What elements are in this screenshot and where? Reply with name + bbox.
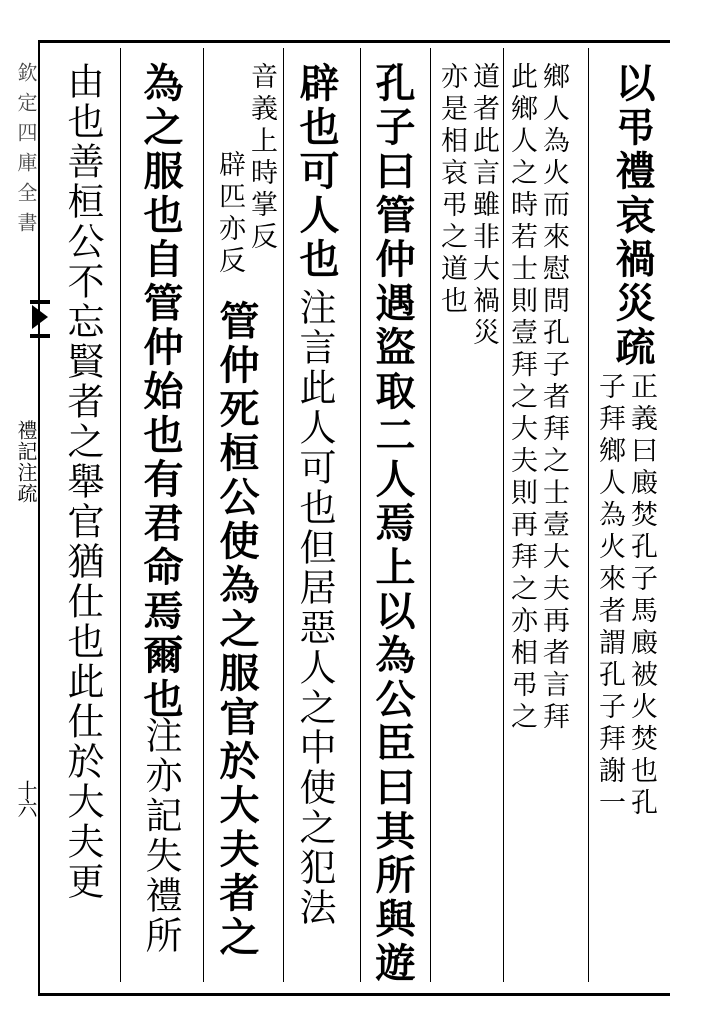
- commentary-column: 鄉人為火而來慰問孔子者拜之士壹大夫再者言拜: [538, 62, 569, 734]
- column-rule: [360, 48, 361, 982]
- commentary-column: 亦是相哀弔之道也: [436, 62, 467, 318]
- commentary-column: 子拜鄉人為火來者謂孔子拜謝一: [594, 372, 625, 820]
- text-column: 辟也可人也: [293, 62, 340, 282]
- commentary-column: 此鄉人之時若士則壹拜之大夫則再拜之亦相弔之: [506, 62, 537, 734]
- column-rule: [588, 48, 589, 982]
- margin-header: 欽定四庫全書: [14, 62, 38, 242]
- annotation-column: 注言此人可也但居惡人之中使之犯法: [293, 288, 336, 928]
- commentary-column: 正義曰廄焚孔子馬廄被火焚也孔: [626, 372, 657, 820]
- column-rule: [120, 48, 121, 982]
- book-title: 禮記注疏: [14, 420, 38, 504]
- text-frame: [38, 40, 670, 996]
- phonetic-note: 辟匹亦反: [214, 150, 245, 278]
- text-column: 管仲死桓公使為之服官於大夫者之: [213, 300, 260, 960]
- text-column: 以弔禮哀禍災疏: [609, 62, 656, 370]
- text-column: 孔子曰管仲遇盜取二人焉上以為公臣曰其所與遊: [369, 62, 416, 986]
- text-column: 為之服也自管仲始也有君命焉爾也: [137, 62, 184, 722]
- phonetic-note: 音義上時掌反: [246, 62, 277, 254]
- column-rule: [283, 48, 284, 982]
- column-rule: [430, 48, 431, 982]
- annotation-column: 由也善桓公不忘賢者之舉官猶仕也此仕於大夫更: [61, 62, 104, 902]
- column-rule: [503, 48, 504, 982]
- annotation-column: 注亦記失禮所: [139, 716, 182, 956]
- page-number: 十六: [14, 780, 38, 816]
- column-rule: [203, 48, 204, 982]
- commentary-column: 道者此言雖非大禍災: [468, 62, 499, 350]
